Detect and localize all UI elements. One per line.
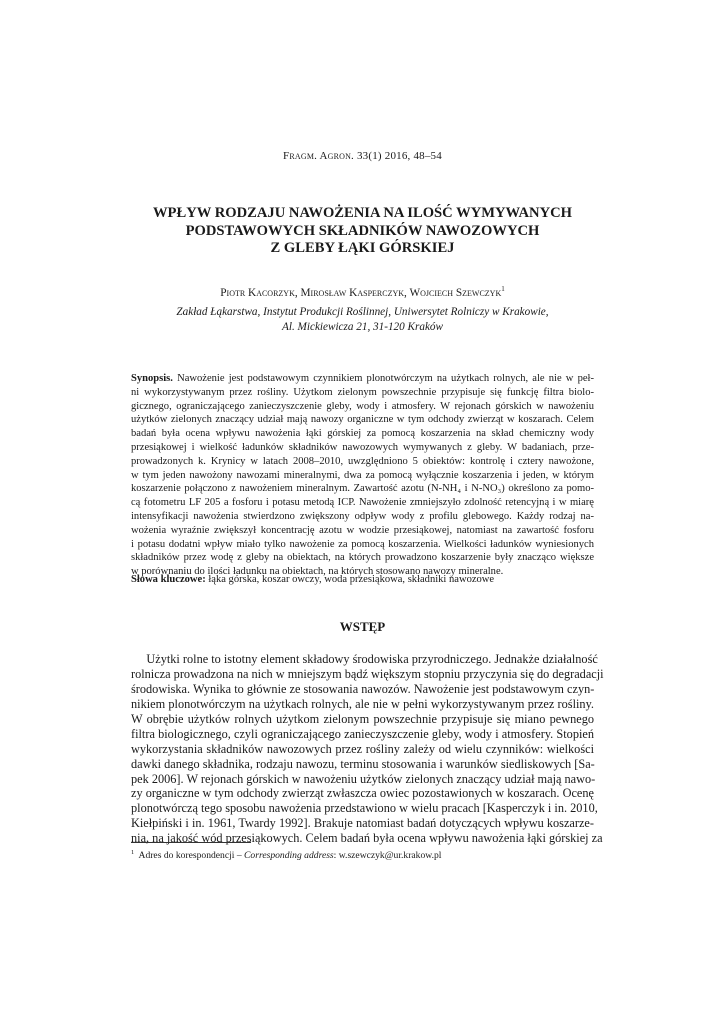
keywords-text: łąka górska, koszar owczy, woda przesiąkowa, składniki nawozowe bbox=[205, 574, 495, 585]
abstract-line: gicznego, ograniczającego zanieczyszczenie gleby, wody i atmosfery. W rejonach górskich w nawożeniu bbox=[131, 400, 594, 412]
abstract-line bbox=[131, 372, 594, 386]
footnote-italic: Corresponding address bbox=[244, 850, 334, 862]
abstract-line: cą fotometru LF 205 a fosforu i potasu metodą ICP. Nawożenie zmniejszyło zdolność retencyjną i w miarę bbox=[131, 497, 594, 509]
affiliation-line: Zakład Łąkarstwa, Instytut Produkcji Roślinnej, Uniwersytet Rolniczy w Krakowie, bbox=[176, 306, 549, 318]
abstract-line: przesiąkowej i wielkość ładunków składników nawozowych wymywanych z gleby. W badaniach, prze- bbox=[131, 441, 594, 453]
running-head bbox=[0, 150, 725, 162]
body-line: rolnicza prowadzona na nich w mniejszym bądź większym stopniu przyczynia się do degradacji bbox=[131, 666, 604, 681]
body-line: Kiełpiński i in. 1961, Twardy 1992]. Brakuje natomiast badań dotyczących wpływu koszarze- bbox=[131, 816, 594, 831]
abstract-line: składników przez wodę z gleby na obiektach, na których prowadzono koszarzenie były znacząco większe bbox=[131, 552, 594, 564]
affiliation-line: Al. Mickiewicza 21, 31-120 Kraków bbox=[282, 321, 443, 333]
footnote bbox=[131, 849, 594, 861]
body-line: nikiem plonotwórczym na użytkach rolnych, ale nie w pełni wykorzystywanym przez rośliny. bbox=[131, 696, 594, 711]
title-line: Z GLEBY ŁĄKI GÓRSKIEJ bbox=[270, 240, 455, 256]
footnote-divider bbox=[131, 842, 251, 843]
abstract-line: i potasu dodatni wpływ miało tylko nawożenie za pomocą koszarzenia. Wielkości ładunków wyniesionych bbox=[131, 538, 594, 550]
journal-citation: 33(1) 2016, 48–54 bbox=[354, 150, 442, 162]
abstract-line: badań była ocena wpływu nawożenia łąki górskiej za pomocą koszarzenia na skład chemiczny wody bbox=[131, 428, 594, 440]
abstract-line: prowadzonych k. Krynicy w latach 2008–2010, uwzględniono 5 obiektów: kontrolę i cztery nawożone, bbox=[131, 455, 594, 467]
body-line: pek 2006]. W rejonach górskich w nawożeniu użytków zielonych znaczący udział mają nawo- bbox=[131, 771, 596, 786]
body-line: wykorzystania składników nawozowych przez rośliny zależy od wielu czynników: wielkości bbox=[131, 741, 594, 756]
abstract bbox=[131, 372, 594, 579]
abstract-line: użytków zielonych znaczący udział mają nawozy organiczne w tym odchody zwierząt w koszarach. Celem bbox=[131, 414, 594, 426]
body-line: filtra biologicznego, czyli ograniczającego zanieczyszczenie gleby, wody i atmosfery. Stopień bbox=[131, 726, 594, 741]
author-list bbox=[0, 285, 725, 299]
section-heading: WSTĘP bbox=[339, 619, 386, 634]
footnote-mark: 1 bbox=[131, 849, 135, 856]
abstract-line: wożenia wyraźnie zwiększył koncentrację azotu w wodzie przesiąkowej, natomiast na zawartość fosforu bbox=[131, 524, 594, 536]
title-line: WPŁYW RODZAJU NAWOŻENIA NA ILOŚĆ WYMYWANYCH bbox=[152, 205, 573, 221]
abstract-line: w tym jeden nawożony nawozami mineralnymi, dwa za pomocą wyłącznie koszarzenia i jeden, w którym bbox=[131, 469, 594, 481]
body-line: W obrębie użytków rolnych użytkom zielonym powszechnie przypisuje się miano pewnego bbox=[131, 711, 594, 726]
abstract-text: Nawożenie jest podstawowym czynnikiem plonotwórczym na użytkach rolnych, ale nie w peł- bbox=[172, 373, 594, 384]
article-title bbox=[120, 205, 605, 258]
abstract-label: Synopsis. bbox=[131, 373, 173, 384]
section-body bbox=[131, 652, 604, 846]
affiliation bbox=[0, 305, 725, 335]
body-line: dawki danego składnika, rodzaju nawozu, terminu stosowania i warunków siedliskowych [Sa- bbox=[131, 756, 595, 771]
footnote-email: : w.szewczyk@ur.krakow.pl bbox=[333, 850, 442, 862]
body-line: zy organiczne w tym odchody zwierząt zwłaszcza owiec pozostawionych w koszarach. Ocenę bbox=[131, 786, 594, 801]
footnote-prefix: Adres do korespondencji – bbox=[134, 850, 245, 862]
author-footnote-mark: 1 bbox=[501, 285, 505, 293]
abstract-line: ni wykorzystywanym przez rośliny. Użytkom zielonym powszechnie przypisuje się funkcję filtra biolo- bbox=[131, 386, 594, 398]
journal-name: Fragm. Agron. bbox=[283, 150, 355, 162]
author-names: Piotr Kacorzyk, Mirosław Kasperczyk, Wojciech Szewczyk bbox=[220, 286, 502, 299]
title-line: PODSTAWOWYCH SKŁADNIKÓW NAWOZOWYCH bbox=[185, 222, 540, 239]
abstract-line: koszarzenie połączono z nawożeniem mineralnym. Zawartość azotu (N-NH₄ i N-NO₃) określono za pomo- bbox=[131, 483, 594, 495]
abstract-line: w porównaniu do ilości ładunku na obiektach, na których stosowano nawozy mineralne. bbox=[131, 566, 504, 578]
body-line: nia, na jakość wód przesiąkowych. Celem badań była ocena wpływu nawożenia łąki górskiej za bbox=[131, 831, 603, 846]
body-line: Użytki rolne to istotny element składowy środowiska przyrodniczego. Jednakże działalność bbox=[131, 652, 598, 666]
body-line: środowiska. Wynika to głównie ze stosowania nawozów. Nawożenie jest podstawowym czyn- bbox=[131, 681, 595, 696]
keywords bbox=[131, 574, 594, 585]
abstract-line: intensyfikacji nawożenia stwierdzono zwiększony odpływ wody z profilu glebowego. Każdy rodzaj na- bbox=[131, 510, 594, 522]
keywords-label: Słowa kluczowe: bbox=[131, 574, 206, 585]
body-line: plonotwórczą tego sposobu nawożenia przedstawiono w wielu pracach [Kasperczyk i in. 2010, bbox=[131, 801, 598, 816]
